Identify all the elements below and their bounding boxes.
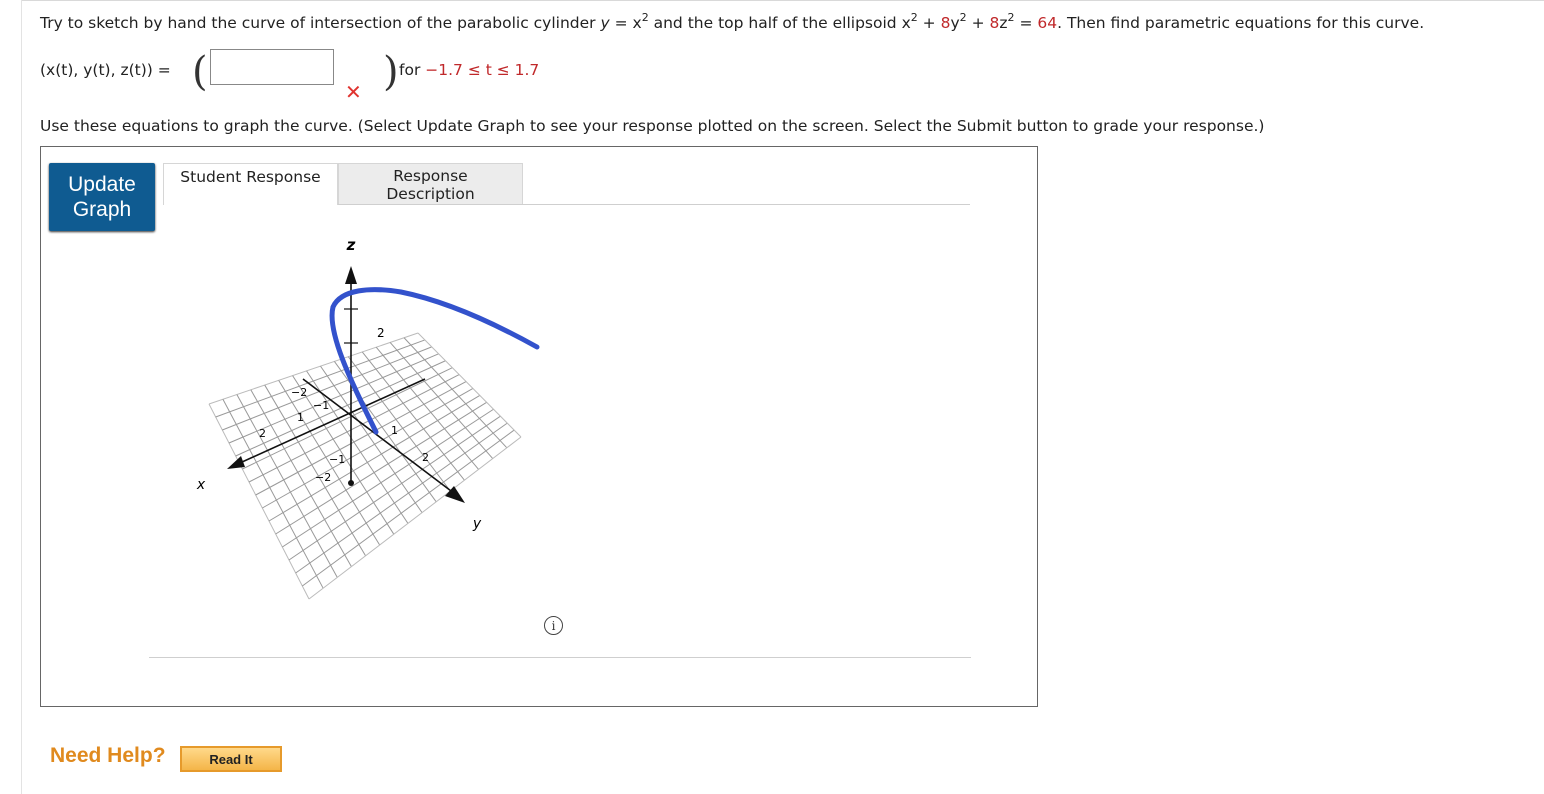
bottom-divider	[149, 657, 971, 658]
y-tick-label: −2	[315, 471, 332, 484]
equals-sign: =	[609, 14, 633, 33]
question-part: Try to sketch by hand the curve of intersection of the parabolic cylinder	[40, 14, 601, 33]
frame-left-border	[21, 0, 22, 794]
var-x: x	[901, 14, 911, 33]
read-it-button[interactable]: Read It	[180, 746, 282, 772]
var-x: x	[632, 14, 642, 33]
exponent: 2	[959, 11, 967, 24]
x-axis-arrow	[227, 456, 245, 469]
var-y: y	[600, 14, 610, 33]
z-axis-arrow	[345, 266, 357, 284]
x-tick-label: −1	[313, 399, 330, 412]
x-tick-label: −2	[291, 386, 308, 399]
exponent: 2	[910, 11, 918, 24]
range-value: −1.7 ≤ t ≤ 1.7	[425, 61, 540, 79]
answer-label: (x(t), y(t), z(t)) =	[40, 61, 171, 79]
y-axis-label: y	[472, 516, 482, 532]
grid-line	[418, 333, 521, 437]
z-axis-label: z	[346, 236, 356, 254]
exponent: 2	[641, 11, 649, 24]
var-y: y	[950, 14, 960, 33]
update-label: Update	[68, 173, 136, 196]
graph-panel	[40, 146, 1038, 707]
y-tick-label: 1	[391, 424, 398, 437]
y-tick-label: −1	[329, 453, 346, 466]
grid-line	[390, 342, 493, 458]
info-icon[interactable]: i	[544, 616, 563, 635]
parameter-range	[399, 61, 539, 79]
plus-sign: +	[917, 14, 941, 33]
grid-line	[296, 423, 508, 573]
grid-line	[289, 416, 500, 560]
constant-64: 64	[1037, 14, 1058, 33]
need-help-label: Need Help?	[50, 744, 166, 767]
parametric-answer-input[interactable]	[210, 49, 334, 85]
3d-plot[interactable]	[41, 147, 1037, 706]
graph-label: Graph	[72, 198, 132, 221]
equals-sign: =	[1014, 14, 1038, 33]
question-part: and the top half of the ellipsoid	[648, 14, 902, 33]
z-tick-label: 2	[377, 326, 385, 340]
axis-end-dot	[348, 480, 354, 486]
plus-sign: +	[966, 14, 990, 33]
right-parenthesis: )	[383, 49, 399, 95]
tab-label-line1: Response	[393, 167, 468, 185]
incorrect-icon: ✕	[345, 80, 362, 104]
for-label: for	[399, 61, 426, 79]
x-axis-label: x	[196, 477, 206, 493]
question-text	[40, 12, 1424, 32]
left-parenthesis: (	[192, 49, 208, 95]
frame-top-border	[21, 0, 1544, 1]
question-part: . Then find parametric equations for this curve.	[1057, 14, 1425, 33]
x-tick-label: 2	[259, 427, 266, 440]
var-z: z	[999, 14, 1008, 33]
x-tick-label: 1	[297, 411, 304, 424]
exponent: 2	[1007, 11, 1015, 24]
xy-plane-grid	[209, 333, 521, 599]
coefficient-8: 8	[989, 14, 1000, 33]
tab-label-line2: Description	[386, 185, 475, 203]
coefficient-8: 8	[940, 14, 951, 33]
instructions: Use these equations to graph the curve. (Select Update Graph to see your response plotted on the screen. Select the Submit button to grade your response.)	[40, 117, 1265, 135]
x-axis	[231, 379, 425, 467]
y-tick-label: 2	[422, 451, 429, 464]
tab-label: Student Response	[180, 168, 321, 186]
